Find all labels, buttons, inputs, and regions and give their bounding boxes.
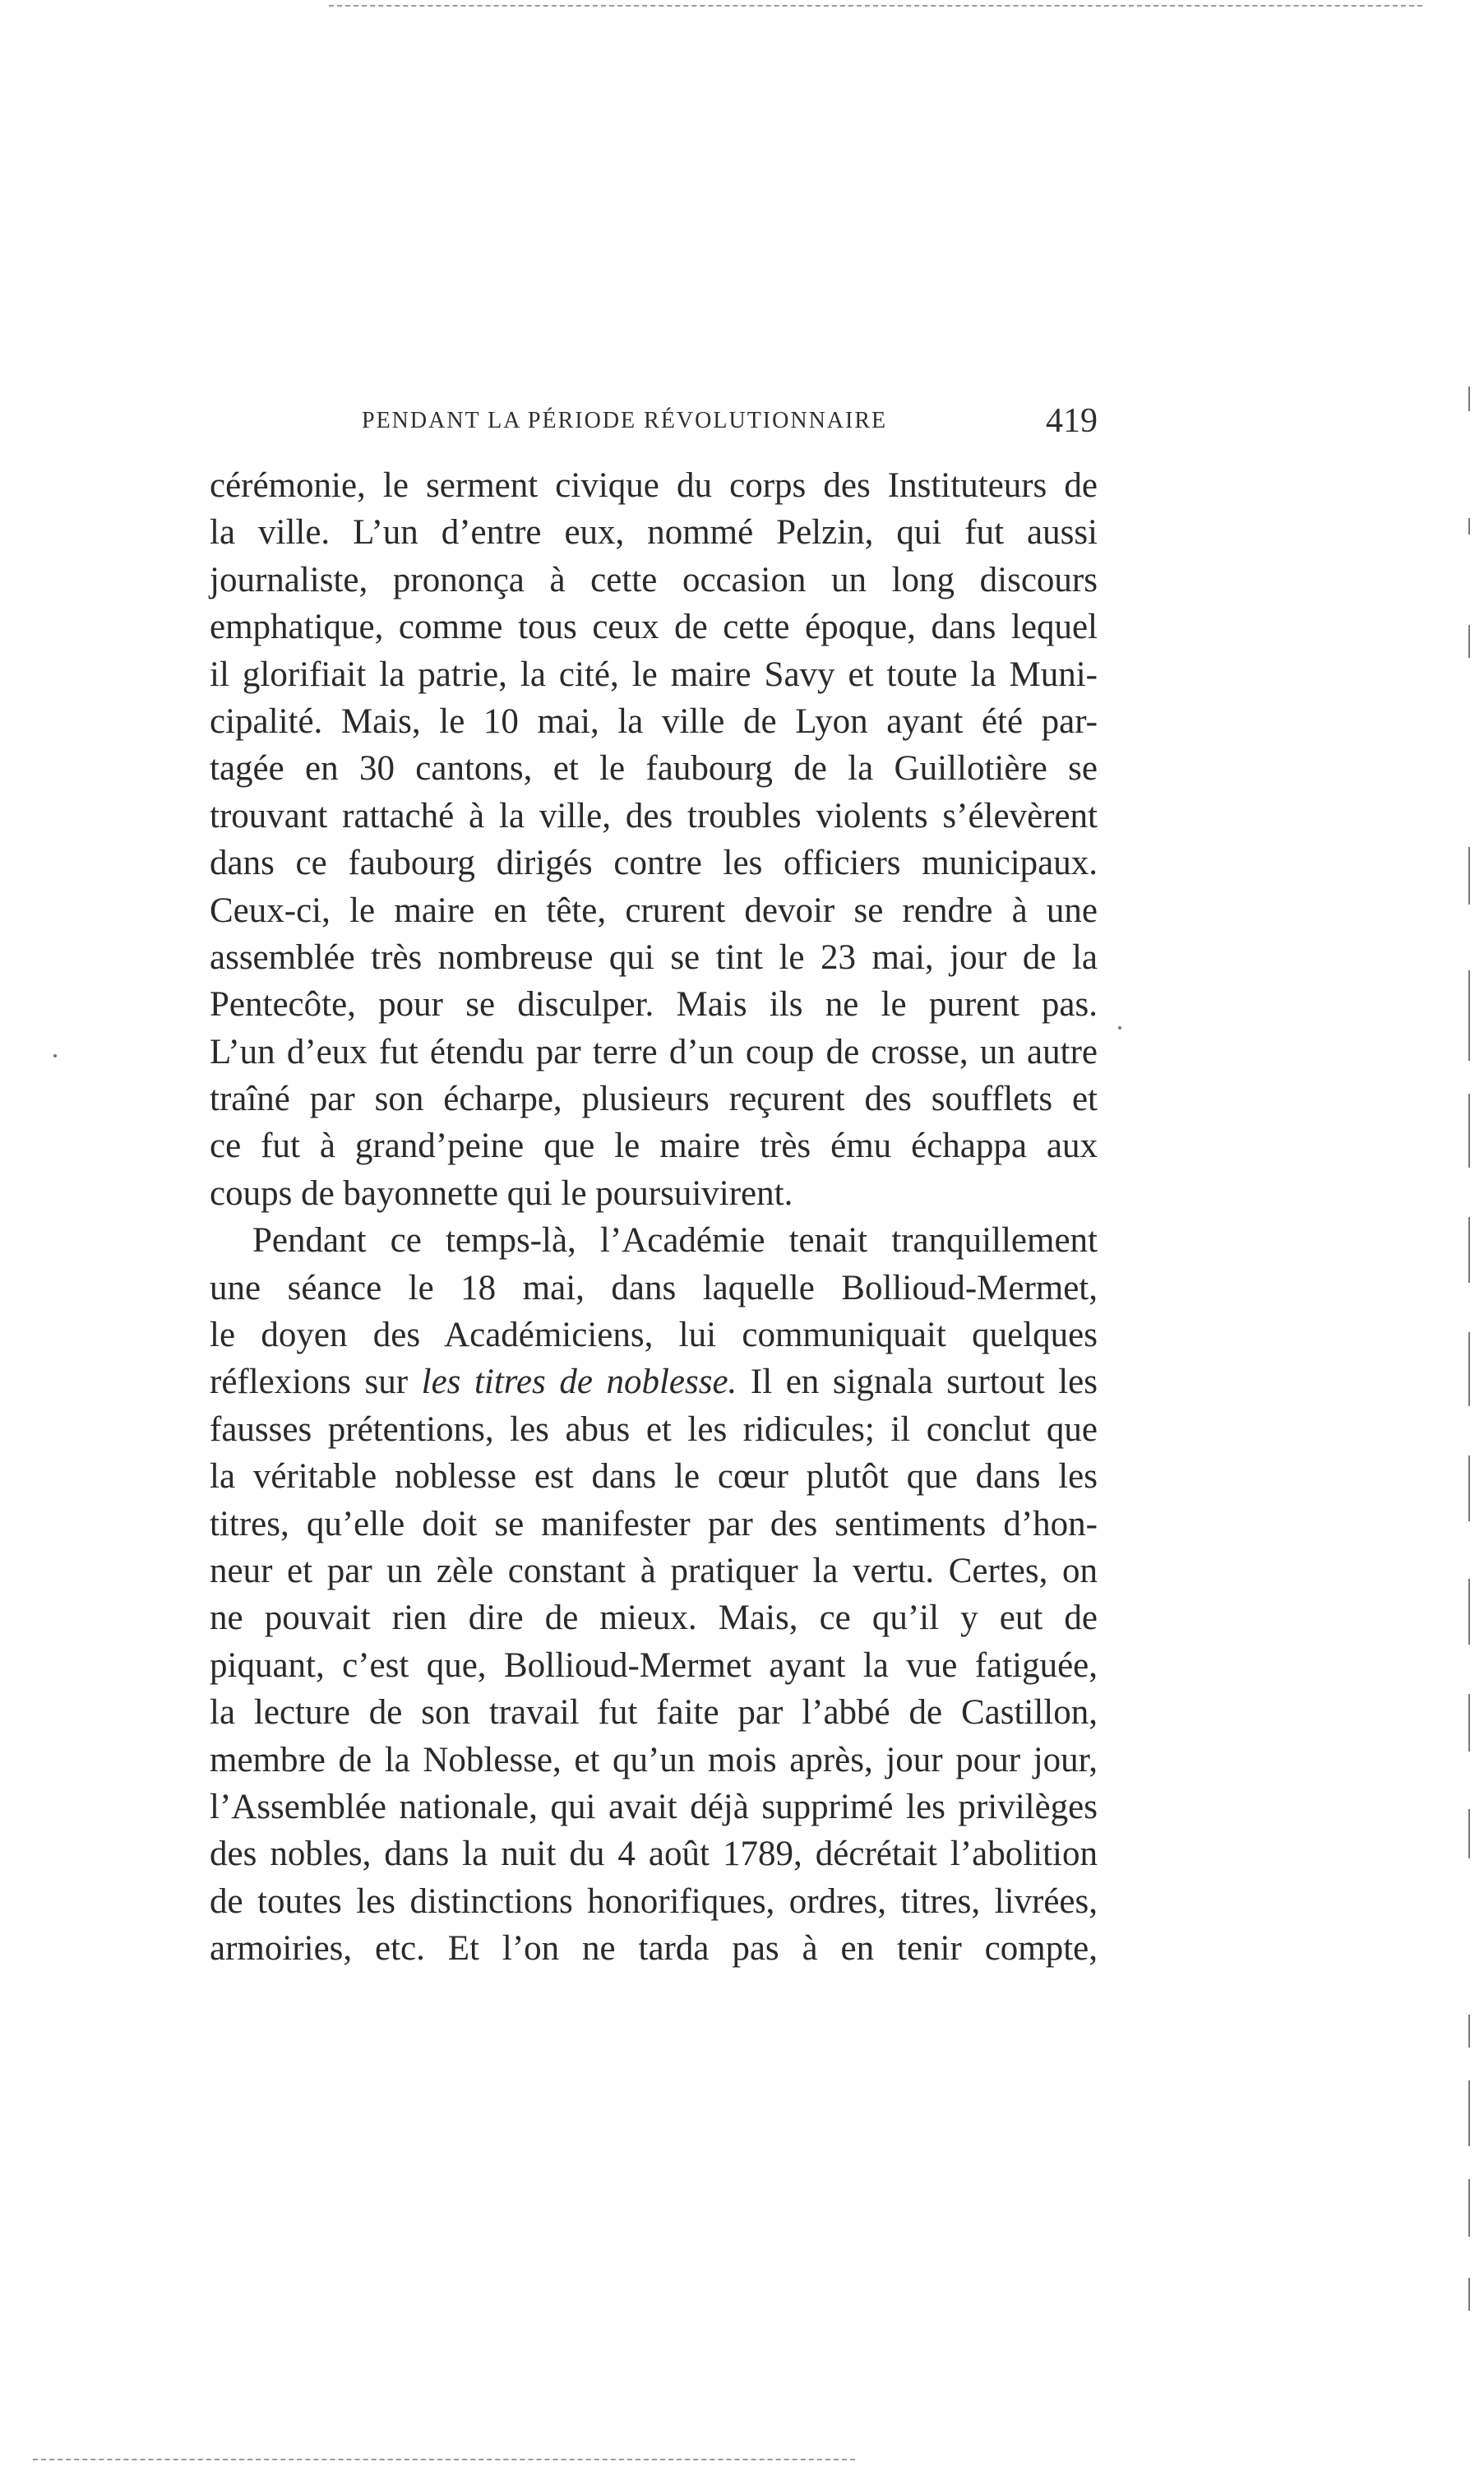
text-line: piquant, c’est que, Bollioud-Mermet ayant la vue fatiguée,: [210, 1645, 1098, 1685]
body-text: [210, 462, 1098, 1973]
text-line: des nobles, dans la nuit du 4 août 1789, décrétait l’abolition: [210, 1835, 1098, 1874]
margin-mark: [1468, 847, 1470, 905]
text-line: il glorifiait la patrie, la cité, le maire Savy et toute la Muni-: [210, 655, 1098, 694]
margin-mark: [1468, 1579, 1470, 1645]
margin-mark: [1468, 1809, 1470, 1858]
margin-mark: [1468, 1332, 1470, 1406]
margin-mark: [1468, 1094, 1470, 1168]
margin-mark: [1468, 518, 1470, 534]
margin-mark: [1468, 1455, 1470, 1521]
margin-mark: [1468, 625, 1470, 658]
text-line: l’Assemblée nationale, qui avait déjà supprimé les privilèges: [210, 1787, 1098, 1826]
page-header: [210, 401, 1098, 451]
margin-mark: [1468, 970, 1470, 1061]
text-line: la ville. L’un d’entre eux, nommé Pelzin, qui fut aussi: [210, 513, 1098, 553]
text-line: de toutes les distinctions honorifiques, ordres, titres, livrées,: [210, 1881, 1098, 1921]
text-line: ce fut à grand’peine que le maire très ému échappa aux: [210, 1127, 1098, 1166]
text-line: [210, 1358, 1098, 1405]
text-line: trouvant rattaché à la ville, des troubles violents s’élevèrent: [210, 796, 1098, 835]
margin-mark: [1468, 2015, 1470, 2048]
italic-title: les titres de noblesse.: [421, 1363, 737, 1402]
running-head: PENDANT LA PÉRIODE RÉVOLUTIONNAIRE: [362, 408, 888, 433]
margin-mark: [1468, 1217, 1470, 1283]
text-line: armoiries, etc. Et l’on ne tarda pas à en tenir compte,: [210, 1929, 1098, 1969]
text-line: Pentecôte, pour se disculper. Mais ils ne le purent pas.: [210, 985, 1098, 1025]
text-line: une séance le 18 mai, dans laquelle Bollioud-Mermet,: [210, 1268, 1098, 1307]
margin-mark: [1468, 2278, 1470, 2311]
text-line: le doyen des Académiciens, lui communiquait quelques: [210, 1316, 1098, 1355]
margin-dot: [53, 1054, 57, 1057]
text-line: ne pouvait rien dire de mieux. Mais, ce qu’il y eut de: [210, 1599, 1098, 1638]
margin-mark: [1468, 1694, 1470, 1752]
scan-edge-top: [329, 5, 1422, 7]
text-line: fausses prétentions, les abus et les ridicules; il conclut que: [210, 1409, 1098, 1449]
text-line: L’un d’eux fut étendu par terre d’un coup de crosse, un autre: [210, 1032, 1098, 1071]
margin-mark: [1468, 2179, 1470, 2237]
text-line: traîné par son écharpe, plusieurs reçurent des soufflets et: [210, 1080, 1098, 1119]
text-fragment: Il en signala surtout les: [737, 1363, 1098, 1402]
text-line: membre de la Noblesse, et qu’un mois après, jour pour jour,: [210, 1740, 1098, 1779]
text-line: emphatique, comme tous ceux de cette époque, dans lequel: [210, 608, 1098, 647]
scan-edge-bottom: [33, 2459, 855, 2460]
text-line: neur et par un zèle constant à pratiquer la vertu. Certes, on: [210, 1551, 1098, 1590]
text-line: la lecture de son travail fut faite par l’abbé de Castillon,: [210, 1693, 1098, 1733]
text-line: Ceux-ci, le maire en tête, crurent devoir se rendre à une: [210, 891, 1098, 930]
text-line: la véritable noblesse est dans le cœur plutôt que dans les: [210, 1457, 1098, 1497]
margin-mark: [1468, 386, 1470, 411]
margin-mark: [1468, 2080, 1470, 2146]
text-line: titres, qu’elle doit se manifester par des sentiments d’hon-: [210, 1504, 1098, 1543]
text-line: dans ce faubourg dirigés contre les officiers municipaux.: [210, 844, 1098, 883]
margin-dot: [1118, 1026, 1121, 1030]
text-fragment: réflexions sur: [210, 1363, 422, 1402]
text-line: cérémonie, le serment civique du corps des Instituteurs de: [210, 466, 1098, 505]
text-line: Pendant ce temps-là, l’Académie tenait tranquillement: [252, 1221, 1098, 1261]
text-line: coups de bayonnette qui le poursuivirent.: [210, 1173, 793, 1213]
page-number: 419: [1046, 402, 1098, 440]
text-line: tagée en 30 cantons, et le faubourg de la Guillotière se: [210, 749, 1098, 789]
text-line: journaliste, prononça à cette occasion un long discours: [210, 560, 1098, 599]
text-line: assemblée très nombreuse qui se tint le 23 mai, jour de la: [210, 937, 1098, 977]
text-line: cipalité. Mais, le 10 mai, la ville de Lyon ayant été par-: [210, 701, 1098, 741]
